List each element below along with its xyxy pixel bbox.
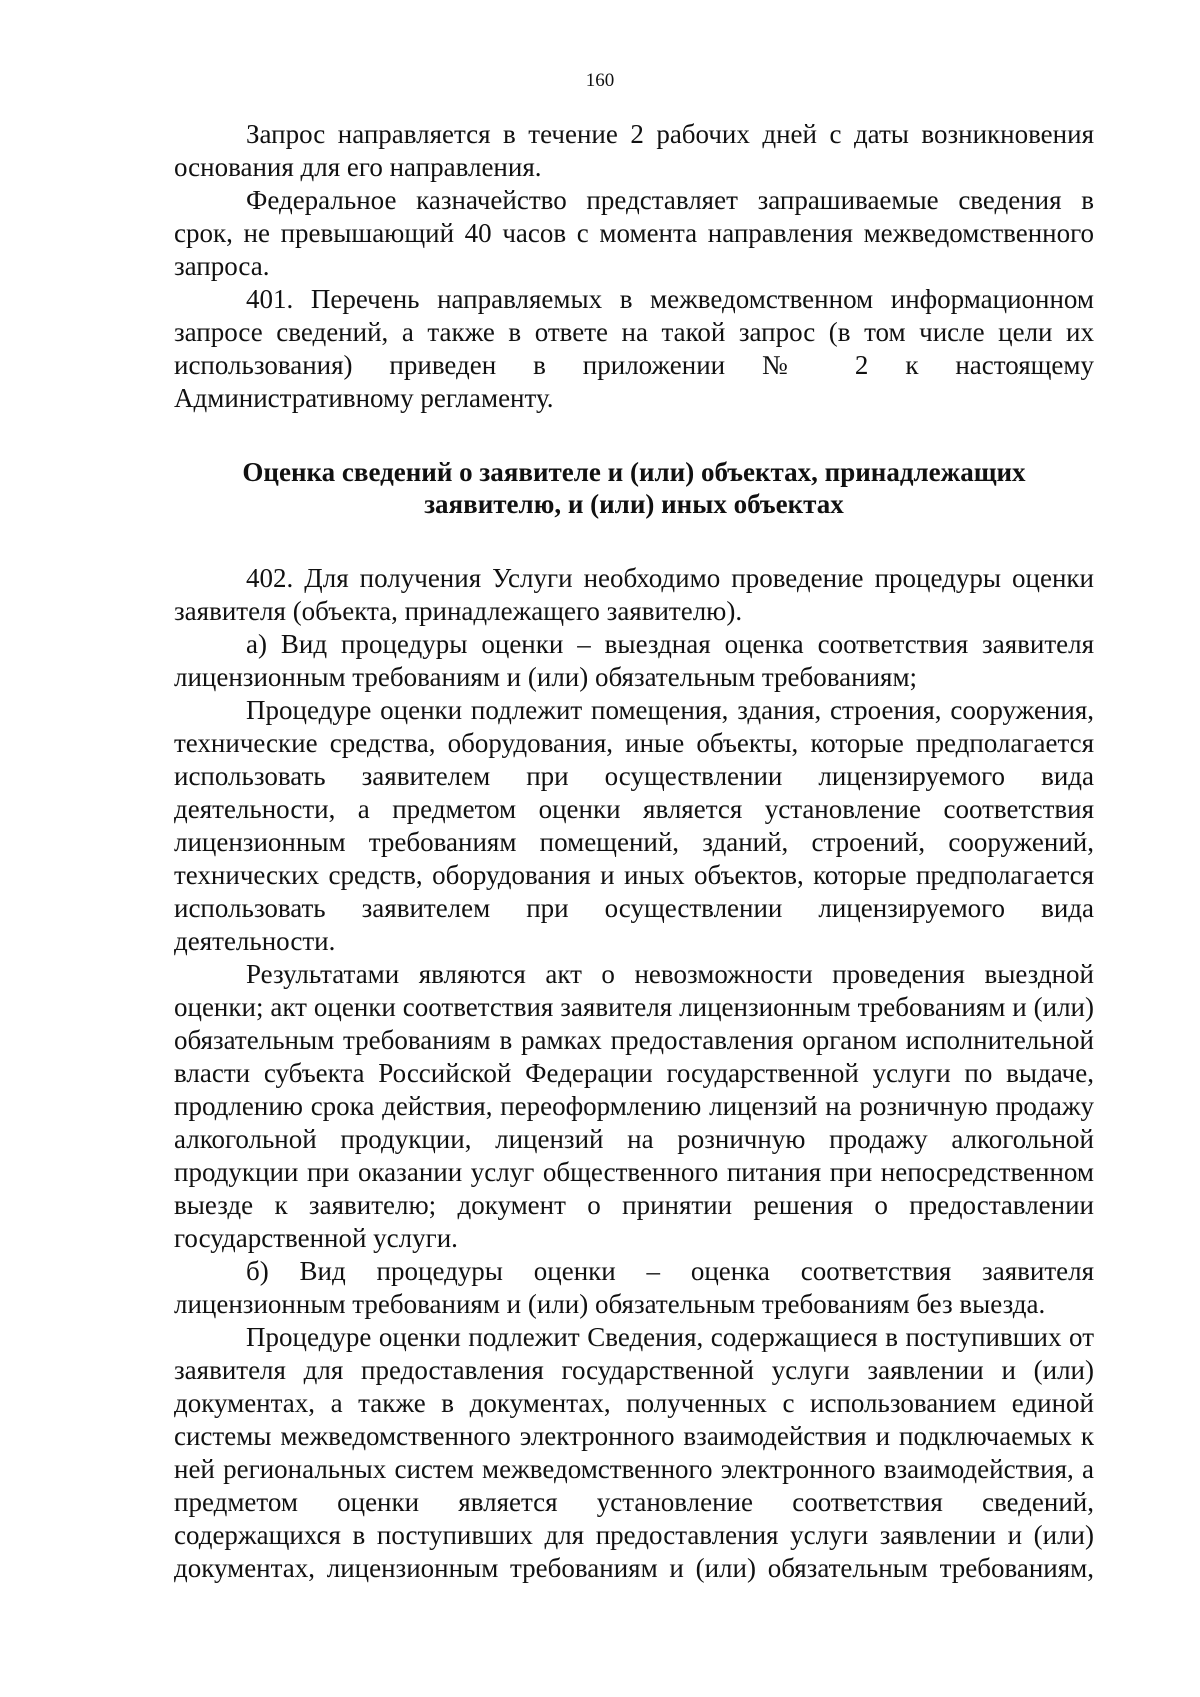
paragraph-remote-assessment: б) Вид процедуры оценки – оценка соответствия заявителя лицензионным требованиям и (или) обязательным требованиям без выезда. [174, 1256, 1094, 1319]
paragraph-treasury-response: Федеральное казначейство представляет запрашиваемые сведения в срок, не превышающий 40 часов с момента направления межведомственного запроса. [174, 185, 1094, 281]
section-heading-line-1: Оценка сведений о заявителе и (или) объектах, принадлежащих [242, 457, 1026, 487]
paragraph-402: 402. Для получения Услуги необходимо проведение процедуры оценки заявителя (объекта, принадлежащего заявителю). [174, 563, 1094, 626]
paragraph-onsite-assessment: а) Вид процедуры оценки – выездная оценка соответствия заявителя лицензионным требованиям и (или) обязательным требованиям; [174, 629, 1094, 692]
paragraph-assessment-results: Результатами являются акт о невозможности проведения выездной оценки; акт оценки соответствия заявителя лицензионным требованиям и (или) обязательным требованиям в рамках предоставления органом исполнительной власти субъекта Российской Федерации государственной услуги по выдаче, продлению срока действия, переоформлению лицензий на розничную продажу алкогольной продукции, лицензий на розничную продажу алкогольной продукции при оказании услуг общественного питания при непосредственном выезде к заявителю; документ о принятии решения о предоставлении государственной услуги. [174, 959, 1094, 1253]
section-heading-line-2: заявителю, и (или) иных объектах [424, 489, 844, 519]
paragraph-401: 401. Перечень направляемых в межведомственном информационном запросе сведений, а также в ответе на такой запрос (в том числе цели их использования) приведен в приложении № 2 к настоящему Административному регламенту. [174, 284, 1094, 413]
paragraph-remote-assessment-subject: Процедуре оценки подлежит Сведения, содержащиеся в поступивших от заявителя для предоставления государственной услуги заявлении и (или) документах, а также в документах, полученных с использованием единой системы межведомственного электронного взаимодействия и подключаемых к ней региональных систем межведомственного электронного взаимодействия, а предметом оценки является установление соответствия сведений, содержащихся в поступивших для предоставления услуги заявлении и (или) документах, лицензионным требованиям и (или) обязательным требованиям, [174, 1322, 1094, 1583]
paragraph-request-deadline: Запрос направляется в течение 2 рабочих дней с даты возникновения основания для его направления. [174, 119, 1094, 182]
document-body [174, 118, 1094, 1585]
paragraph-onsite-assessment-subject: Процедуре оценки подлежит помещения, здания, строения, сооружения, технические средства, оборудования, иные объекты, которые предполагается использовать заявителем при осуществлении лицензируемого вида деятельности, а предметом оценки является установление соответствия лицензионным требованиям помещений, зданий, строений, сооружений, технических средств, оборудования и иных объектов, которые предполагается использовать заявителем при осуществлении лицензируемого вида деятельности. [174, 695, 1094, 956]
page-number: 160 [585, 70, 615, 91]
section-heading [174, 456, 1094, 520]
